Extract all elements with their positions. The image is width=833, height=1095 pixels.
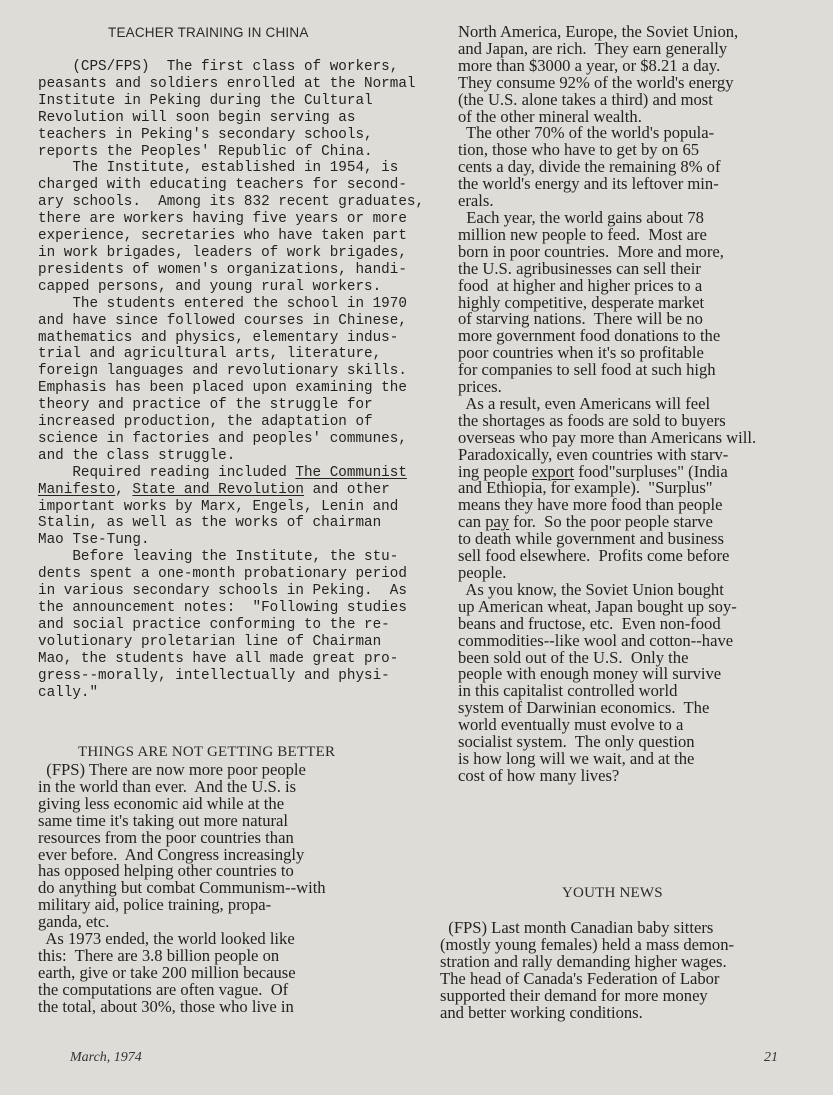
- text-line: world eventually must evolve to a: [458, 715, 684, 735]
- text-line: and Japan, are rich. They earn generally: [458, 38, 728, 58]
- text-line: people.: [458, 563, 507, 582]
- text-line: same time it's taking out more natural: [38, 810, 288, 830]
- text-line: Stalin, as well as the works of chairman: [38, 515, 382, 532]
- text-line: Manifesto, State and Revolution and other: [38, 481, 390, 498]
- text-line: military aid, police training, propa-: [38, 895, 272, 915]
- text-line: ganda, etc.: [38, 912, 110, 932]
- text-line: the U.S. agribusinesses can sell their: [458, 258, 701, 278]
- text-line: people with enough money will survive: [458, 664, 722, 684]
- text-line: up American wheat, Japan bought up soy-: [458, 596, 737, 616]
- text-line: in work brigades, leaders of work brigades,: [38, 244, 407, 261]
- text-line: system of Darwinian economics. The: [458, 698, 710, 718]
- text-fragment: can: [458, 512, 486, 532]
- text-line: important works by Marx, Engels, Lenin and: [38, 498, 399, 515]
- text-line: dents spent a one-month probationary period: [38, 566, 407, 583]
- text-line: and Ethiopia, for example). "Surplus": [458, 478, 713, 498]
- text-line: stration and rally demanding higher wages.: [440, 951, 727, 971]
- article-body-things-not-better-part1: [38, 762, 423, 1016]
- text-line: foreign languages and revolutionary skills.: [38, 363, 407, 380]
- text-line: experience, secretaries who have taken part: [38, 228, 407, 245]
- text-line: more government food donations to the: [458, 326, 721, 346]
- text-line: supported their demand for more money: [440, 985, 708, 1005]
- text-line: North America, Europe, the Soviet Union,: [458, 22, 739, 41]
- text-line: the computations are often vague. Of: [38, 979, 289, 999]
- text-line: ary schools. Among its 832 recent graduates,: [38, 194, 425, 211]
- article-heading-teacher-training: TEACHER TRAINING IN CHINA: [108, 25, 309, 40]
- text-line: presidents of women's organizations, handi-: [38, 261, 407, 278]
- text-line: The other 70% of the world's popula-: [458, 123, 715, 143]
- page-number: 21: [764, 1050, 778, 1065]
- text-line: food at higher and higher prices to a: [458, 275, 703, 295]
- text-line: cally.": [38, 684, 99, 701]
- text-line: As you know, the Soviet Union bought: [458, 579, 724, 599]
- text-line: beans and fructose, etc. Even non-food: [458, 613, 721, 633]
- text-line: means they have more food than people: [458, 495, 723, 515]
- text-line: peasants and soldiers enrolled at the Normal: [38, 75, 416, 92]
- footer-date: March, 1974: [70, 1050, 142, 1065]
- article-body-things-not-better-part2: [458, 24, 820, 785]
- text-line: resources from the poor countries than: [38, 827, 294, 847]
- text-line: Mao, the students have all made great pro-: [38, 650, 399, 667]
- article-heading-youth-news: YOUTH NEWS: [562, 885, 663, 901]
- text-line: the shortages as foods are sold to buyers: [458, 410, 726, 430]
- text-line: million new people to feed. Most are: [458, 224, 707, 244]
- underlined-word: pay: [485, 512, 510, 532]
- text-line: socialist system. The only question: [458, 732, 695, 752]
- text-line: and have since followed courses in Chinese,: [38, 312, 407, 329]
- text-line: in this capitalist controlled world: [458, 681, 678, 701]
- underlined-word: export: [531, 461, 575, 481]
- text-line: cost of how many lives?: [458, 765, 620, 785]
- text-line: The students entered the school in 1970: [38, 295, 407, 312]
- text-line: Paradoxically, even countries with starv-: [458, 444, 729, 464]
- text-line: tion, those who have to get by on 65: [458, 140, 700, 160]
- text-line: overseas who pay more than Americans will.: [458, 427, 757, 447]
- text-line: Emphasis has been placed upon examining the: [38, 380, 407, 397]
- text-line: highly competitive, desperate market: [458, 292, 705, 312]
- text-line: charged with educating teachers for second-: [38, 177, 407, 194]
- text-fragment: and other: [303, 481, 390, 498]
- text-line: Revolution will soon begin serving as: [38, 109, 356, 126]
- text-line: erals.: [458, 191, 494, 211]
- text-line: the world's energy and its leftover min-: [458, 174, 719, 194]
- text-line: giving less economic aid while at the: [38, 793, 285, 813]
- text-line: of the other mineral wealth.: [458, 106, 642, 126]
- text-line: theory and practice of the struggle for: [38, 397, 373, 414]
- text-line: the announcement notes: "Following studies: [38, 600, 407, 616]
- text-line: As 1973 ended, the world looked like: [38, 929, 295, 949]
- text-line: The Institute, established in 1954, is: [38, 160, 399, 177]
- text-fragment: Required reading included: [38, 464, 296, 481]
- text-line: commodities--like wool and cotton--have: [458, 630, 734, 650]
- text-line: teachers in Peking's secondary schools,: [38, 126, 373, 143]
- text-line: Institute in Peking during the Cultural: [38, 92, 373, 109]
- text-line: the total, about 30%, those who live in: [38, 996, 294, 1016]
- text-line: is how long will we wait, and at the: [458, 748, 695, 768]
- text-line: (FPS) There are now more poor people: [38, 760, 306, 779]
- text-line: born in poor countries. More and more,: [458, 241, 724, 261]
- book-title-underlined: The Communist: [295, 464, 407, 481]
- text-line: (FPS) Last month Canadian baby sitters: [440, 918, 714, 937]
- text-line: As a result, even Americans will feel: [458, 393, 711, 413]
- text-line: volutionary proletarian line of Chairman: [38, 633, 382, 650]
- text-line: and the class struggle.: [38, 447, 236, 464]
- text-line: (mostly young females) held a mass demon-: [440, 934, 735, 954]
- text-line: in the world than ever. And the U.S. is: [38, 776, 297, 796]
- text-line: science in factories and peoples' communes,: [38, 430, 407, 447]
- text-line: (the U.S. alone takes a third) and most: [458, 89, 713, 109]
- text-fragment: for. So the poor people starve: [509, 512, 713, 532]
- text-line: [38, 465, 423, 482]
- text-fragment: food"surpluses" (India: [574, 461, 728, 481]
- text-line: trial and agricultural arts, literature,: [38, 346, 382, 363]
- text-line: earth, give or take 200 million because: [38, 962, 296, 982]
- text-line: Before leaving the Institute, the stu-: [38, 549, 399, 566]
- text-line: prices.: [458, 377, 502, 397]
- text-line: cents a day, divide the remaining 8% of: [458, 157, 721, 177]
- text-line: and social practice conforming to the re-: [38, 616, 390, 633]
- text-line: (CPS/FPS) The first class of workers,: [38, 59, 399, 75]
- text-line: do anything but combat Communism--with: [38, 878, 326, 898]
- article-body-youth-news: [440, 920, 820, 1021]
- book-title-underlined: Manifesto: [38, 481, 116, 498]
- text-line: increased production, the adaptation of: [38, 414, 373, 431]
- text-line: capped persons, and young rural workers.: [38, 278, 382, 295]
- text-line: sell food elsewhere. Profits come before: [458, 546, 730, 566]
- text-line: this: There are 3.8 billion people on: [38, 945, 280, 965]
- book-title-underlined: State and Revolution: [132, 481, 304, 498]
- text-line: of starving nations. There will be no: [458, 309, 703, 329]
- text-line: Mao Tse-Tung.: [38, 532, 150, 549]
- text-line: been sold out of the U.S. Only the: [458, 647, 689, 667]
- text-line: and better working conditions.: [440, 1002, 643, 1022]
- text-line: They consume 92% of the world's energy: [458, 72, 734, 92]
- text-line: ever before. And Congress increasingly: [38, 844, 305, 864]
- text-line: has opposed helping other countries to: [38, 861, 294, 881]
- text-line: in various secondary schools in Peking. As: [38, 583, 407, 600]
- text-line: mathematics and physics, elementary indus-: [38, 329, 399, 346]
- text-line: gress--morally, intellectually and physi-: [38, 667, 390, 684]
- text-line: more than $3000 a year, or $8.21 a day.: [458, 55, 721, 75]
- article-body-teacher-training: [38, 59, 423, 701]
- article-heading-things-not-better: THINGS ARE NOT GETTING BETTER: [78, 744, 336, 760]
- text-line: reports the Peoples' Republic of China.: [38, 143, 373, 160]
- text-line: The head of Canada's Federation of Labor: [440, 968, 720, 988]
- text-line: there are workers having five years or more: [38, 211, 407, 228]
- text-line: for companies to sell food at such high: [458, 360, 716, 380]
- text-line: to death while government and business: [458, 529, 724, 549]
- text-line: Each year, the world gains about 78: [458, 207, 704, 227]
- text-line: poor countries when it's so profitable: [458, 343, 704, 363]
- text-fragment: ing people: [458, 461, 532, 481]
